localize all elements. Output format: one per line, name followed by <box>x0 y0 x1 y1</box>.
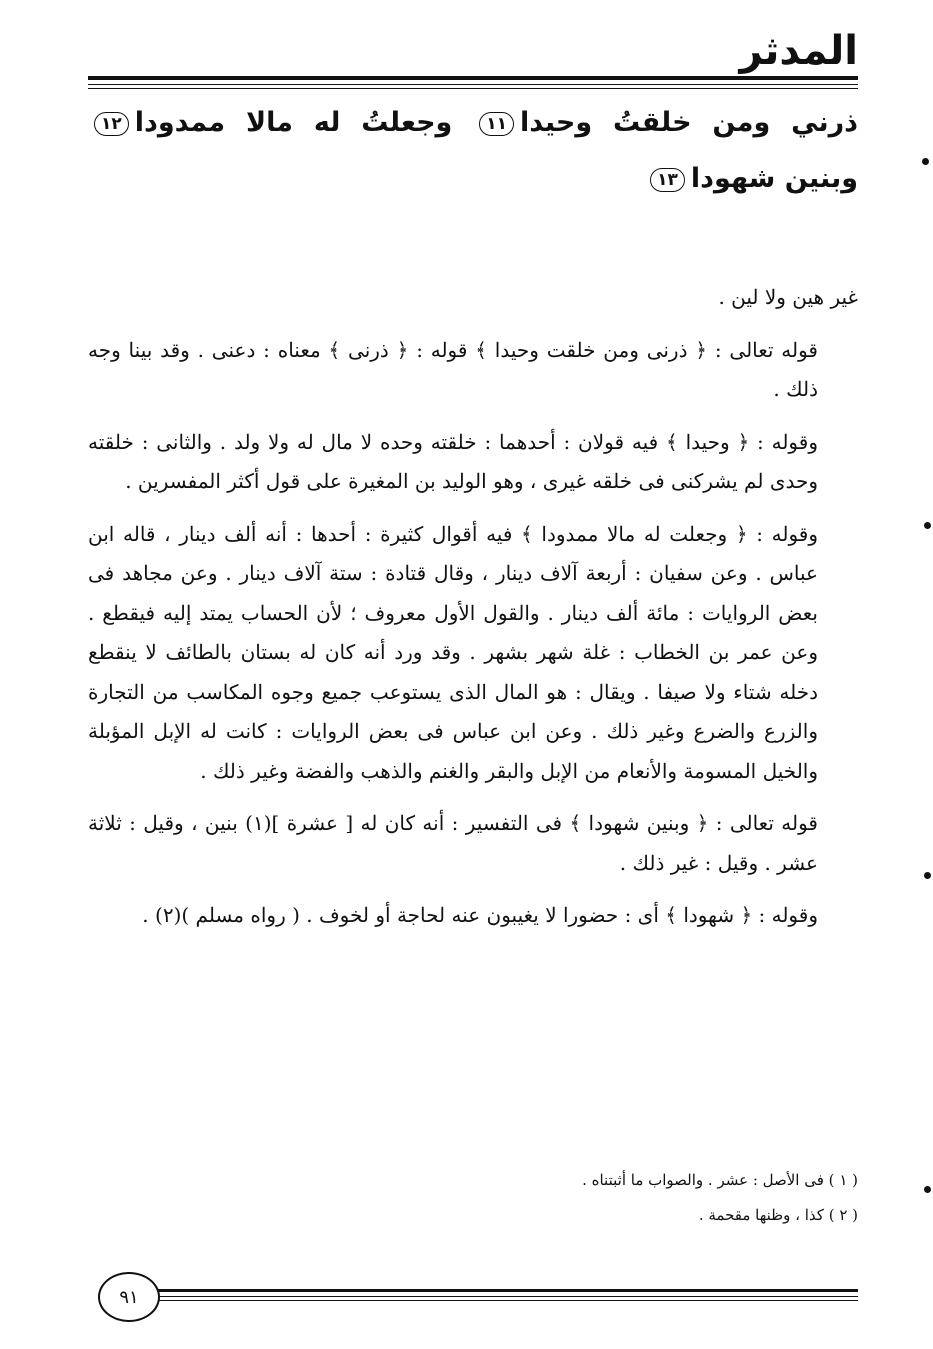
footer-rule-thin <box>154 1296 858 1297</box>
header-rule-thin <box>88 84 858 85</box>
commentary-body <box>88 278 858 949</box>
paragraph-3: وقوله : ﴿ وحيدا ﴾ فيه قولان : أحدهما : خلقته وحده لا مال له ولا ولد . والثانى : خلقته وحدى لم يشركنى فى خلقه غيرى ، وهو الوليد بن المغيرة على قول أكثر المفسرين . <box>88 429 818 493</box>
page-footer <box>98 1272 858 1322</box>
footer-rule-thin-2 <box>154 1300 858 1301</box>
verse-number-12: ١٢ <box>94 112 129 136</box>
quran-verse <box>88 95 858 207</box>
verse-text-3: وبنين شهودا <box>690 163 858 194</box>
footnotes <box>88 1163 858 1233</box>
surah-title: المدثر <box>739 28 858 74</box>
header-rule-thick <box>88 76 858 80</box>
paragraph-6: وقوله : ﴿ شهودا ﴾ أى : حضورا لا يغيبون عنه لحاجة أو لخوف . ( رواه مسلم )(٢) . <box>142 903 818 927</box>
verse-number-13: ١٣ <box>650 168 685 192</box>
margin-dot <box>922 158 929 165</box>
page-header <box>88 18 858 88</box>
paragraph-2: قوله تعالى : ﴿ ذرنى ومن خلقت وحيدا ﴾ قوله : ﴿ ذرنى ﴾ معناه : دعنى . وقد بينا وجه ذلك . <box>88 337 818 401</box>
header-rule-thin-2 <box>88 88 858 89</box>
verse-number-11: ١١ <box>479 112 514 136</box>
paragraph-4: وقوله : ﴿ وجعلت له مالا ممدودا ﴾ فيه أقوال كثيرة : أحدها : أنه ألف دينار ، قاله ابن عباس . وعن سفيان : أربعة آلاف دينار ، وقال قتادة : ستة آلاف دينار . وعن مجاهد فى بعض الروايات : مائة ألف دينار . والقول الأول معروف ؛ لأن الحساب يمتد إليه فيقطع . وعن عمر بن الخطاب : غلة شهر بشهر . وقد ورد أنه كان له بستان بالطائف لا ينقطع دخله شتاء ولا صيفا . ويقال : هو المال الذى يستوعب جميع وجوه المكاسب من التجارة والزرع والضرع وغير ذلك . وعن ابن عباس فى بعض الروايات : كانت له الإبل المؤبلة والخيل المسومة والأنعام من الإبل والبقر والغنم والذهب والفضة وغير ذلك . <box>88 521 818 783</box>
footnote-2: ( ٢ ) كذا ، وظنها مقحمة . <box>698 1206 858 1224</box>
margin-dot <box>924 872 931 879</box>
verse-text-1: ذرني ومن خلقتُ وحيدا <box>520 107 858 138</box>
paragraph-5: قوله تعالى : ﴿ وبنين شهودا ﴾ فى التفسير : أنه كان له [ عشرة ](١) بنين ، وقيل : ثلاثة عشر . وقيل : غير ذلك . <box>88 811 818 875</box>
footnote-1: ( ١ ) فى الأصل : عشر . والصواب ما أثبتناه . <box>582 1171 858 1189</box>
paragraph-1: غير هين ولا لين . <box>718 285 858 309</box>
margin-dot <box>924 1186 931 1193</box>
footer-rule-thick <box>150 1289 858 1292</box>
verse-text-2: وجعلتُ له مالا ممدودا <box>134 107 453 138</box>
page-number: ٩١ <box>98 1272 160 1322</box>
margin-dot <box>924 522 931 529</box>
